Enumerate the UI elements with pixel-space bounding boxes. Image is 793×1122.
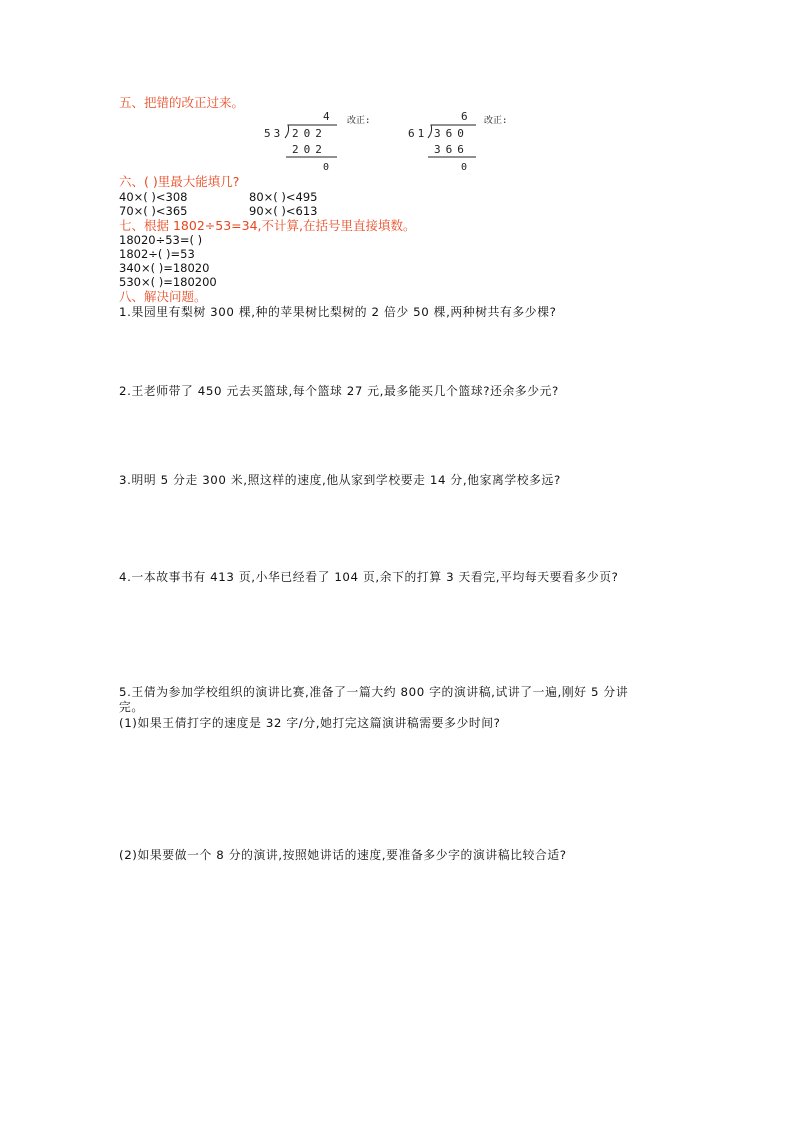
div1-product: 202 [292,143,327,156]
div1-divisor: 53 [264,127,284,140]
fill-item: 530×( )=180200 [119,275,217,289]
fill-item: 90×( )<613 [249,204,318,218]
word-problem-continuation: 完。 [119,700,144,714]
fill-item: 40×( )<308 [119,190,188,204]
section5-title: 五、把错的改正过来。 [119,95,245,110]
section7-title: 七、根据 1802÷53=34,不计算,在括号里直接填数。 [119,218,416,233]
fill-item: 70×( )<365 [119,204,188,218]
fill-item: 18020÷53=( ) [119,233,203,247]
division-problem-1 [262,108,372,174]
section8-title: 八、解决问题。 [119,289,207,304]
div2-divisor: 61 [408,127,428,140]
div2-mark: 改正: [484,116,508,126]
word-problem: 4.一本故事书有 413 页,小华已经看了 104 页,余下的打算 3 天看完,平均每天要看多少页? [119,570,619,584]
div1-dividend: 202 [292,127,327,140]
division-problem-2 [406,108,521,174]
div1-mark: 改正: [347,116,371,126]
word-problem: 5.王倩为参加学校组织的演讲比赛,准备了一篇大约 800 字的演讲稿,试讲了一遍,刚好 5 分讲 [119,685,629,699]
word-problem: 1.果园里有梨树 300 棵,种的苹果树比梨树的 2 倍少 50 棵,两种树共有多少棵? [119,305,557,319]
word-problem: (2)如果要做一个 8 分的演讲,按照她讲话的速度,要准备多少字的演讲稿比较合适? [119,848,567,862]
div1-quotient: 4 [323,110,330,123]
div2-dividend: 360 [434,127,469,140]
word-problem: 3.明明 5 分走 300 米,照这样的速度,他从家到学校要走 14 分,他家离学校多远? [119,473,561,487]
section6-title: 六、( )里最大能填几? [119,174,240,189]
word-problem: 2.王老师带了 450 元去买篮球,每个篮球 27 元,最多能买几个篮球?还余多少元? [119,384,559,398]
div2-remainder: 0 [461,162,468,173]
fill-item: 1802÷( )=53 [119,247,195,261]
word-problem: (1)如果王倩打字的速度是 32 字/分,她打完这篇演讲稿需要多少时间? [119,716,501,730]
fill-item: 340×( )=18020 [119,261,210,275]
fill-item: 80×( )<495 [249,190,318,204]
div2-quotient: 6 [461,110,468,123]
div1-remainder: 0 [323,162,330,173]
div2-product: 366 [434,143,469,156]
